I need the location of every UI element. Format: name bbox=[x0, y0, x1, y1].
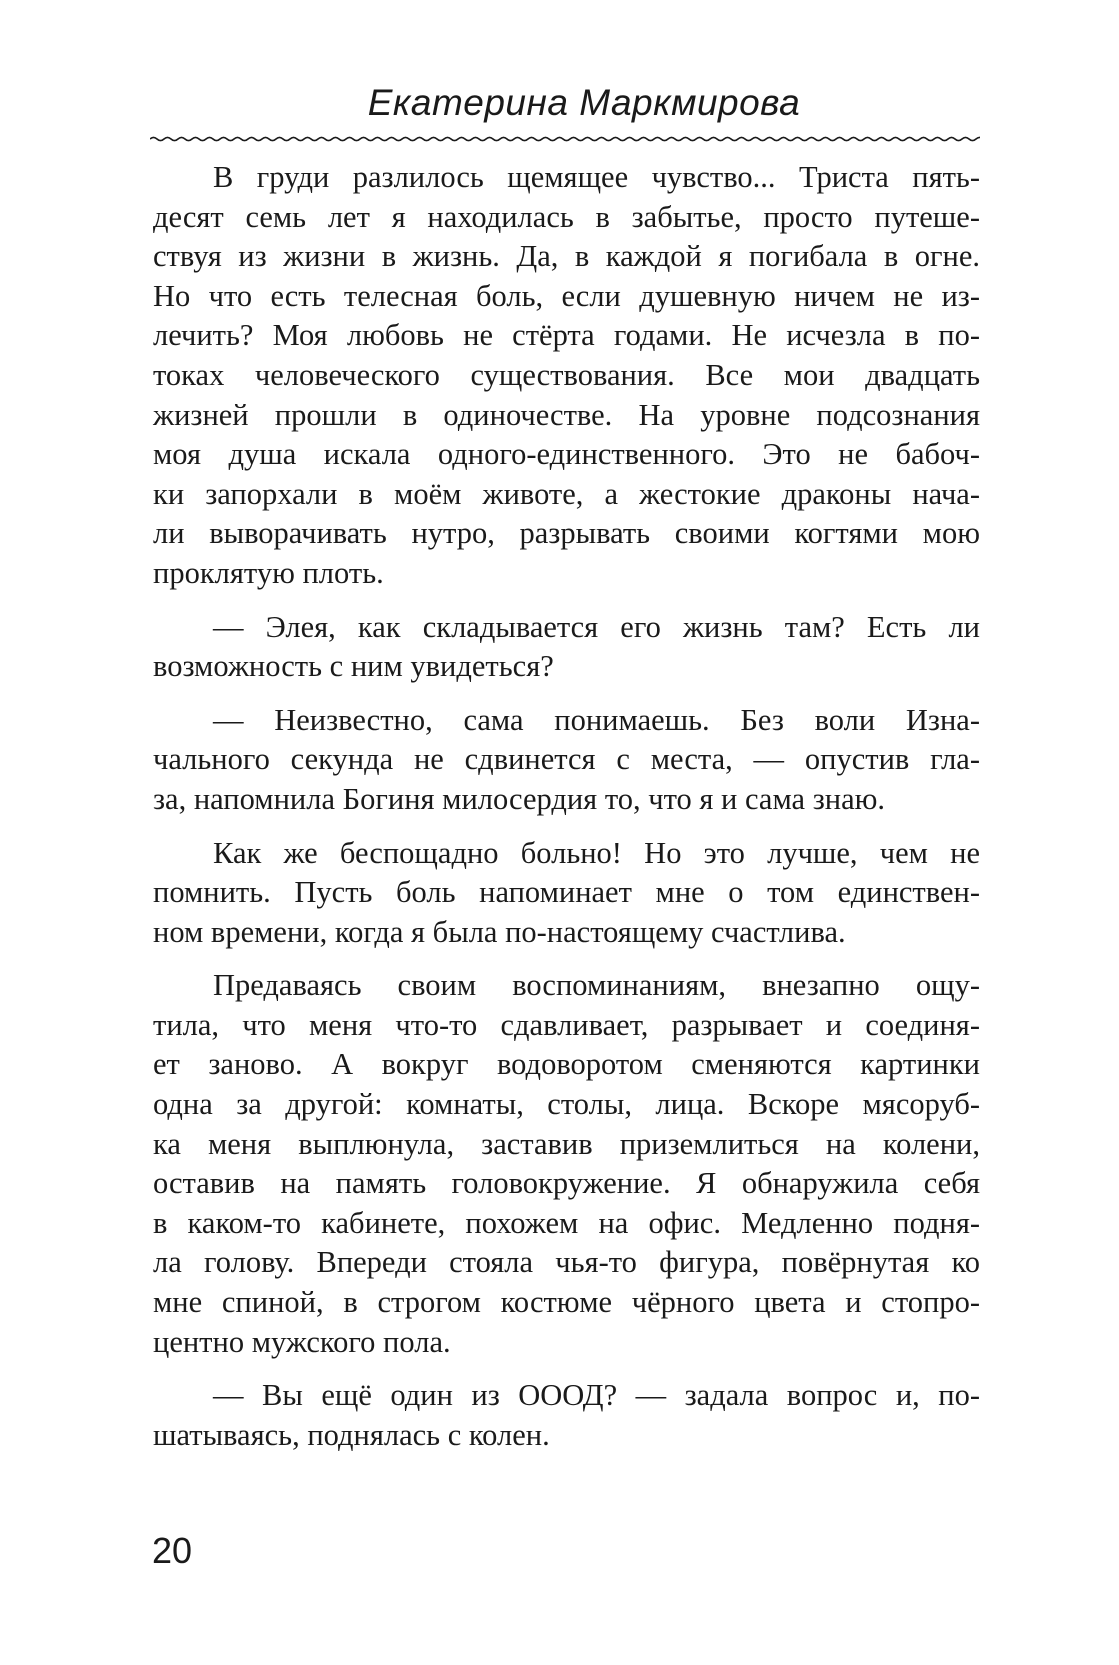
text-line: — Вы ещё один из ОООД? — задала вопрос и, по- bbox=[213, 1378, 980, 1413]
text-line: ки запорхали в моём животе, а жестокие драконы нача- bbox=[153, 476, 980, 511]
text-line: оставив на память головокружение. Я обнаружила себя bbox=[153, 1166, 980, 1201]
text-line: десят семь лет я находилась в забытье, просто путеше- bbox=[153, 199, 980, 234]
text-line: ном времени, когда я была по-настоящему счастлива. bbox=[153, 914, 846, 949]
text-line: ли выворачивать нутро, разрывать своими когтями мою bbox=[153, 516, 980, 551]
text-line: шатываясь, поднялась с колен. bbox=[153, 1417, 550, 1452]
text-line: тила, что меня что-то сдавливает, разрывает и соединя- bbox=[153, 1007, 980, 1042]
text-line: В груди разлилось щемящее чувство... Триста пять- bbox=[213, 160, 980, 194]
text-line: Как же беспощадно больно! Но это лучше, чем не bbox=[213, 835, 980, 870]
text-line: лечить? Моя любовь не стёрта годами. Не исчезла в по- bbox=[153, 318, 980, 353]
text-line: ет заново. А вокруг водоворотом сменяются картинки bbox=[153, 1047, 980, 1082]
text-line: мне спиной, в строгом костюме чёрного цвета и стопро- bbox=[153, 1285, 980, 1320]
paragraph-6 bbox=[153, 1376, 980, 1455]
text-line: — Элея, как складывается его жизнь там? Есть ли bbox=[213, 609, 980, 644]
text-line: чального секунда не сдвинется с места, — опустив гла- bbox=[153, 742, 980, 777]
text-line: одна за другой: комнаты, столы, лица. Вскоре мясоруб- bbox=[153, 1087, 980, 1122]
text-line: моя душа искала одного-единственного. Это не бабоч- bbox=[153, 437, 980, 472]
text-line: в каком-то кабинете, похожем на офис. Медленно подня- bbox=[153, 1205, 980, 1240]
text-line: токах человеческого существования. Все мои двадцать bbox=[153, 357, 980, 392]
text-line: за, напомнила Богиня милосердия то, что я и сама знаю. bbox=[153, 781, 886, 816]
page-number: 20 bbox=[152, 1530, 193, 1571]
body-text bbox=[153, 158, 980, 1455]
paragraph-5 bbox=[153, 966, 980, 1362]
decorative-wavy-rule bbox=[150, 132, 980, 146]
text-line: жизней прошли в одиночестве. На уровне подсознания bbox=[153, 397, 980, 432]
text-line: центно мужского пола. bbox=[153, 1324, 451, 1359]
text-line: проклятую плоть. bbox=[153, 555, 384, 590]
paragraph-1 bbox=[153, 158, 980, 594]
paragraph-4 bbox=[153, 834, 980, 953]
text-line: Но что есть телесная боль, если душевную ничем не из- bbox=[153, 278, 980, 313]
text-line: ствуя из жизни в жизнь. Да, в каждой я погибала в огне. bbox=[153, 239, 980, 274]
text-line: ла голову. Впереди стояла чья-то фигура, повёрнутая ко bbox=[153, 1245, 980, 1280]
text-line: возможность с ним увидеться? bbox=[153, 649, 554, 684]
text-line: ка меня выплюнула, заставив приземлиться на колени, bbox=[153, 1126, 980, 1161]
text-line: — Неизвестно, сама понимаешь. Без воли Изна- bbox=[213, 702, 980, 737]
paragraph-2 bbox=[153, 608, 980, 687]
text-line: помнить. Пусть боль напоминает мне о том единствен- bbox=[153, 875, 980, 910]
paragraph-3 bbox=[153, 701, 980, 820]
text-line: Предаваясь своим воспоминаниям, внезапно ощу- bbox=[213, 968, 980, 1003]
running-head-author: Екатерина Маркмирова bbox=[367, 82, 801, 123]
